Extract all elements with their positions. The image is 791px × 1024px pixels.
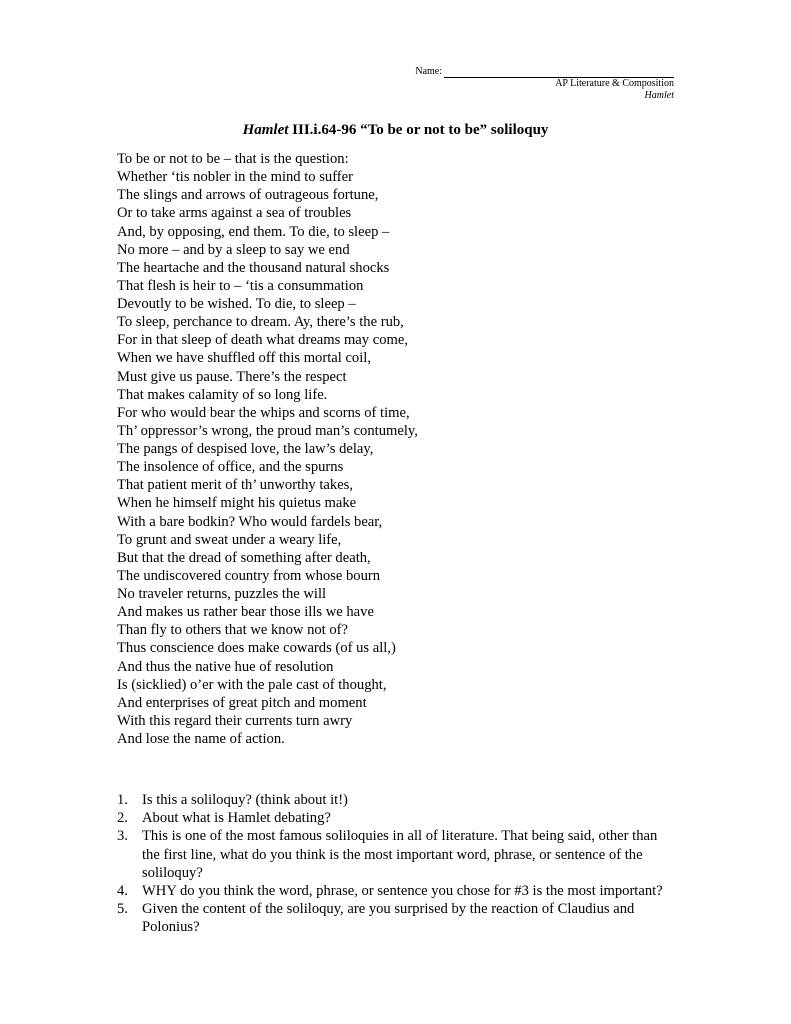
question-item — [117, 791, 677, 809]
poem-line: Th’ oppressor’s wrong, the proud man’s contumely, — [117, 422, 418, 439]
name-blank-line — [444, 68, 674, 78]
question-number: 2. — [117, 810, 128, 827]
question-number: 4. — [117, 883, 128, 900]
document-header — [415, 66, 674, 102]
poem-line: The slings and arrows of outrageous fortune, — [117, 187, 379, 204]
question-text: About what is Hamlet debating? — [142, 810, 331, 827]
poem-line: The heartache and the thousand natural shocks — [117, 259, 390, 276]
poem-line: For in that sleep of death what dreams may come, — [117, 332, 408, 349]
question-item — [117, 882, 677, 900]
question-number: 1. — [117, 792, 128, 808]
page-title — [0, 121, 791, 139]
unit-label: Hamlet — [644, 90, 674, 101]
question-item — [117, 900, 677, 936]
poem-line: And thus the native hue of resolution — [117, 658, 334, 675]
poem-line: But that the dread of something after death, — [117, 549, 371, 566]
question-item — [117, 827, 677, 882]
poem-line: Must give us pause. There’s the respect — [117, 368, 347, 385]
poem-line: No traveler returns, puzzles the will — [117, 586, 327, 602]
poem-line: And lose the name of action. — [117, 731, 285, 747]
name-field-row — [415, 66, 674, 78]
poem-line: And makes us rather bear those ills we have — [117, 604, 374, 621]
poem-line: When he himself might his quietus make — [117, 495, 357, 512]
question-item — [117, 809, 677, 827]
poem-line: Or to take arms against a sea of troubles — [117, 205, 352, 222]
poem-line: Than fly to others that we know not of? — [117, 622, 349, 639]
poem-line: With this regard their currents turn awry — [117, 712, 353, 729]
poem-line: To grunt and sweat under a weary life, — [117, 531, 342, 548]
poem-line: Is (sicklied) o’er with the pale cast of thought, — [117, 676, 387, 693]
poem-line: With a bare bodkin? Who would fardels bear, — [117, 513, 383, 530]
question-text: Given the content of the soliloquy, are you surprised by the reaction of Claudius and Polonius? — [142, 901, 635, 936]
poem-line: To be or not to be – that is the question: — [117, 151, 349, 167]
poem-line: Thus conscience does make cowards (of us all,) — [117, 640, 396, 657]
poem-line: For who would bear the whips and scorns of time, — [117, 404, 410, 421]
question-list — [117, 791, 677, 937]
poem-line: The insolence of office, and the spurns — [117, 459, 344, 476]
poem-line: To sleep, perchance to dream. Ay, there’s the rub, — [117, 314, 404, 331]
soliloquy-text — [117, 150, 418, 748]
question-number: 3. — [117, 828, 128, 845]
title-play-name: Hamlet — [242, 122, 289, 138]
poem-line: Devoutly to be wished. To die, to sleep – — [117, 296, 356, 312]
poem-line: No more – and by a sleep to say we end — [117, 241, 350, 258]
poem-line: Whether ‘tis nobler in the mind to suffer — [117, 169, 354, 186]
poem-line: That patient merit of th’ unworthy takes, — [117, 477, 354, 494]
poem-line: That makes calamity of so long life. — [117, 386, 328, 403]
question-text: WHY do you think the word, phrase, or sentence you chose for #3 is the most important? — [142, 883, 663, 900]
poem-line: The undiscovered country from whose bourn — [117, 567, 381, 584]
title-rest: III.i.64-96 “To be or not to be” soliloquy — [288, 122, 549, 138]
poem-line: And enterprises of great pitch and moment — [117, 694, 367, 711]
name-label: Name: — [415, 66, 442, 77]
course-label: AP Literature & Composition — [555, 78, 674, 89]
poem-line: When we have shuffled off this mortal coil, — [117, 350, 371, 367]
question-text: This is one of the most famous soliloquies in all of literature. That being said, other than the first line, what do you think is the most important word, phrase, or sentence of the soliloquy? — [142, 828, 658, 881]
poem-line: And, by opposing, end them. To die, to sleep – — [117, 223, 390, 240]
question-text: Is this a soliloquy? (think about it!) — [142, 792, 348, 808]
poem-line: That flesh is heir to – ‘tis a consummation — [117, 277, 364, 294]
question-number: 5. — [117, 901, 128, 918]
poem-line: The pangs of despised love, the law’s delay, — [117, 441, 374, 457]
